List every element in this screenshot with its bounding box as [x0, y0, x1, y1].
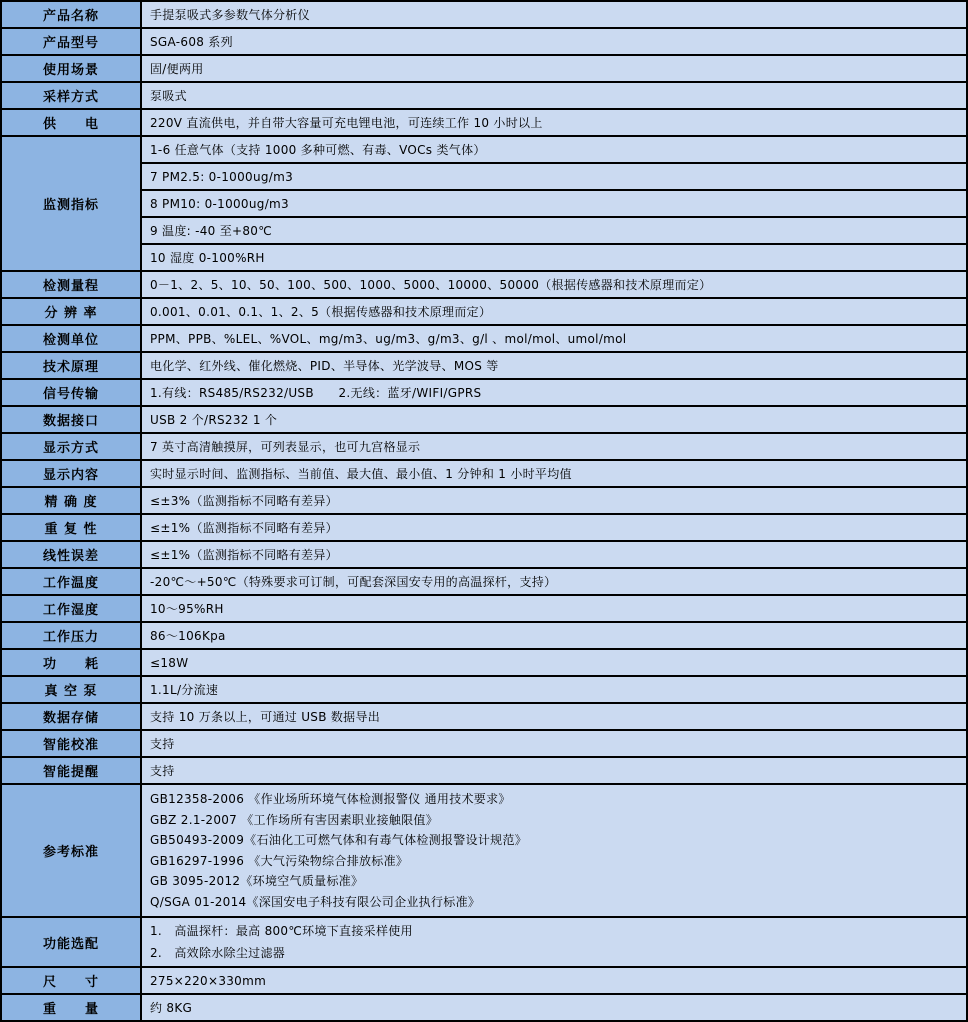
- value-usage-scene: 固/便两用: [141, 55, 967, 82]
- value-product-model: SGA-608 系列: [141, 28, 967, 55]
- row-display-mode: [1, 433, 967, 460]
- value-dimensions: 275×220×330mm: [141, 967, 967, 994]
- value-sampling-method: 泵吸式: [141, 82, 967, 109]
- label-product-name: 产品名称: [1, 1, 141, 28]
- value-weight: 约 8KG: [141, 994, 967, 1021]
- label-power-consumption: 功 耗: [1, 649, 141, 676]
- label-resolution: 分 辨 率: [1, 298, 141, 325]
- reference-standard-line: GB 3095-2012《环境空气质量标准》: [150, 874, 364, 888]
- optional-feature-line: 1. 高温探杆：最高 800℃环境下直接采样使用: [150, 924, 413, 938]
- label-working-pressure: 工作压力: [1, 622, 141, 649]
- value-smart-calibration: 支持: [141, 730, 967, 757]
- value-working-humidity: 10～95%RH: [141, 595, 967, 622]
- label-product-model: 产品型号: [1, 28, 141, 55]
- label-sampling-method: 采样方式: [1, 82, 141, 109]
- value-data-interface: USB 2 个/RS232 1 个: [141, 406, 967, 433]
- label-detection-unit: 检测单位: [1, 325, 141, 352]
- optional-feature-line: 2. 高效除水除尘过滤器: [150, 946, 286, 960]
- row-dimensions: [1, 967, 967, 994]
- value-repeatability: ≤±1%（监测指标不同略有差异）: [141, 514, 967, 541]
- row-power-consumption: [1, 649, 967, 676]
- value-working-temperature: -20℃～+50℃（特殊要求可订制，可配套深国安专用的高温探杆，支持）: [141, 568, 967, 595]
- row-reference-standards: [1, 784, 967, 917]
- reference-standard-line: GB50493-2009《石油化工可燃气体和有毒气体检测报警设计规范》: [150, 833, 528, 847]
- row-optional-features: [1, 917, 967, 967]
- reference-standard-line: GBZ 2.1-2007 《工作场所有害因素职业接触限值》: [150, 812, 439, 827]
- label-repeatability: 重 复 性: [1, 514, 141, 541]
- row-data-interface: [1, 406, 967, 433]
- value-working-pressure: 86～106Kpa: [141, 622, 967, 649]
- row-monitoring-indicators: [1, 136, 967, 163]
- value-linearity-error: ≤±1%（监测指标不同略有差异）: [141, 541, 967, 568]
- label-linearity-error: 线性误差: [1, 541, 141, 568]
- value-monitoring-indicator-4: 9 温度: -40 至+80℃: [141, 217, 967, 244]
- label-detection-range: 检测量程: [1, 271, 141, 298]
- row-monitoring-indicator-3: [1, 190, 967, 217]
- label-accuracy: 精 确 度: [1, 487, 141, 514]
- label-smart-reminder: 智能提醒: [1, 757, 141, 784]
- row-usage-scene: [1, 55, 967, 82]
- row-working-temperature: [1, 568, 967, 595]
- label-signal-transmission: 信号传输: [1, 379, 141, 406]
- row-monitoring-indicator-4: [1, 217, 967, 244]
- row-smart-calibration: [1, 730, 967, 757]
- value-accuracy: ≤±3%（监测指标不同略有差异）: [141, 487, 967, 514]
- value-power-consumption: ≤18W: [141, 649, 967, 676]
- label-working-temperature: 工作温度: [1, 568, 141, 595]
- row-data-storage: [1, 703, 967, 730]
- row-product-model: [1, 28, 967, 55]
- row-technical-principle: [1, 352, 967, 379]
- reference-standard-line: Q/SGA 01-2014《深国安电子科技有限公司企业执行标准》: [150, 894, 481, 909]
- label-power-supply: 供 电: [1, 109, 141, 136]
- value-monitoring-indicator-1: 1-6 任意气体（支持 1000 多种可燃、有毒、VOCs 类气体）: [141, 136, 967, 163]
- label-smart-calibration: 智能校准: [1, 730, 141, 757]
- label-reference-standards: 参考标准: [1, 784, 141, 917]
- value-signal-transmission: 1.有线：RS485/RS232/USB 2.无线：蓝牙/WIFI/GPRS: [141, 379, 967, 406]
- value-data-storage: 支持 10 万条以上，可通过 USB 数据导出: [141, 703, 967, 730]
- label-usage-scene: 使用场景: [1, 55, 141, 82]
- label-data-storage: 数据存储: [1, 703, 141, 730]
- row-detection-range: [1, 271, 967, 298]
- label-display-content: 显示内容: [1, 460, 141, 487]
- label-data-interface: 数据接口: [1, 406, 141, 433]
- label-working-humidity: 工作湿度: [1, 595, 141, 622]
- row-sampling-method: [1, 82, 967, 109]
- value-monitoring-indicator-2: 7 PM2.5: 0-1000ug/m3: [141, 163, 967, 190]
- row-detection-unit: [1, 325, 967, 352]
- label-vacuum-pump: 真 空 泵: [1, 676, 141, 703]
- label-technical-principle: 技术原理: [1, 352, 141, 379]
- row-display-content: [1, 460, 967, 487]
- value-monitoring-indicator-3: 8 PM10: 0-1000ug/m3: [141, 190, 967, 217]
- row-monitoring-indicator-2: [1, 163, 967, 190]
- row-working-humidity: [1, 595, 967, 622]
- label-monitoring-indicators: 监测指标: [1, 136, 141, 271]
- reference-standard-line: GB12358-2006 《作业场所环境气体检测报警仪 通用技术要求》: [150, 792, 511, 806]
- label-weight: 重 量: [1, 994, 141, 1021]
- row-repeatability: [1, 514, 967, 541]
- row-smart-reminder: [1, 757, 967, 784]
- label-dimensions: 尺 寸: [1, 967, 141, 994]
- label-display-mode: 显示方式: [1, 433, 141, 460]
- row-product-name: [1, 1, 967, 28]
- row-accuracy: [1, 487, 967, 514]
- row-working-pressure: [1, 622, 967, 649]
- value-display-mode: 7 英寸高清触摸屏，可列表显示，也可九宫格显示: [141, 433, 967, 460]
- value-technical-principle: 电化学、红外线、催化燃烧、PID、半导体、光学波导、MOS 等: [141, 352, 967, 379]
- row-signal-transmission: [1, 379, 967, 406]
- value-display-content: 实时显示时间、监测指标、当前值、最大值、最小值、1 分钟和 1 小时平均值: [141, 460, 967, 487]
- label-optional-features: 功能选配: [1, 917, 141, 967]
- row-power-supply: [1, 109, 967, 136]
- row-weight: [1, 994, 967, 1021]
- value-vacuum-pump: 1.1L/分流速: [141, 676, 967, 703]
- row-linearity-error: [1, 541, 967, 568]
- reference-standard-line: GB16297-1996 《大气污染物综合排放标准》: [150, 853, 409, 868]
- row-monitoring-indicator-5: [1, 244, 967, 271]
- value-resolution: 0.001、0.01、0.1、1、2、5（根据传感器和技术原理而定）: [141, 298, 967, 325]
- row-vacuum-pump: [1, 676, 967, 703]
- value-power-supply: 220V 直流供电，并自带大容量可充电锂电池，可连续工作 10 小时以上: [141, 109, 967, 136]
- value-smart-reminder: 支持: [141, 757, 967, 784]
- value-detection-unit: PPM、PPB、%LEL、%VOL、mg/m3、ug/m3、g/m3、g/l 、mol/mol、umol/mol: [141, 325, 967, 352]
- value-monitoring-indicator-5: 10 湿度 0-100%RH: [141, 244, 967, 271]
- row-resolution: [1, 298, 967, 325]
- value-detection-range: 0－1、2、5、10、50、100、500、1000、5000、10000、50000（根据传感器和技术原理而定）: [141, 271, 967, 298]
- value-product-name: 手提泵吸式多参数气体分析仪: [141, 1, 967, 28]
